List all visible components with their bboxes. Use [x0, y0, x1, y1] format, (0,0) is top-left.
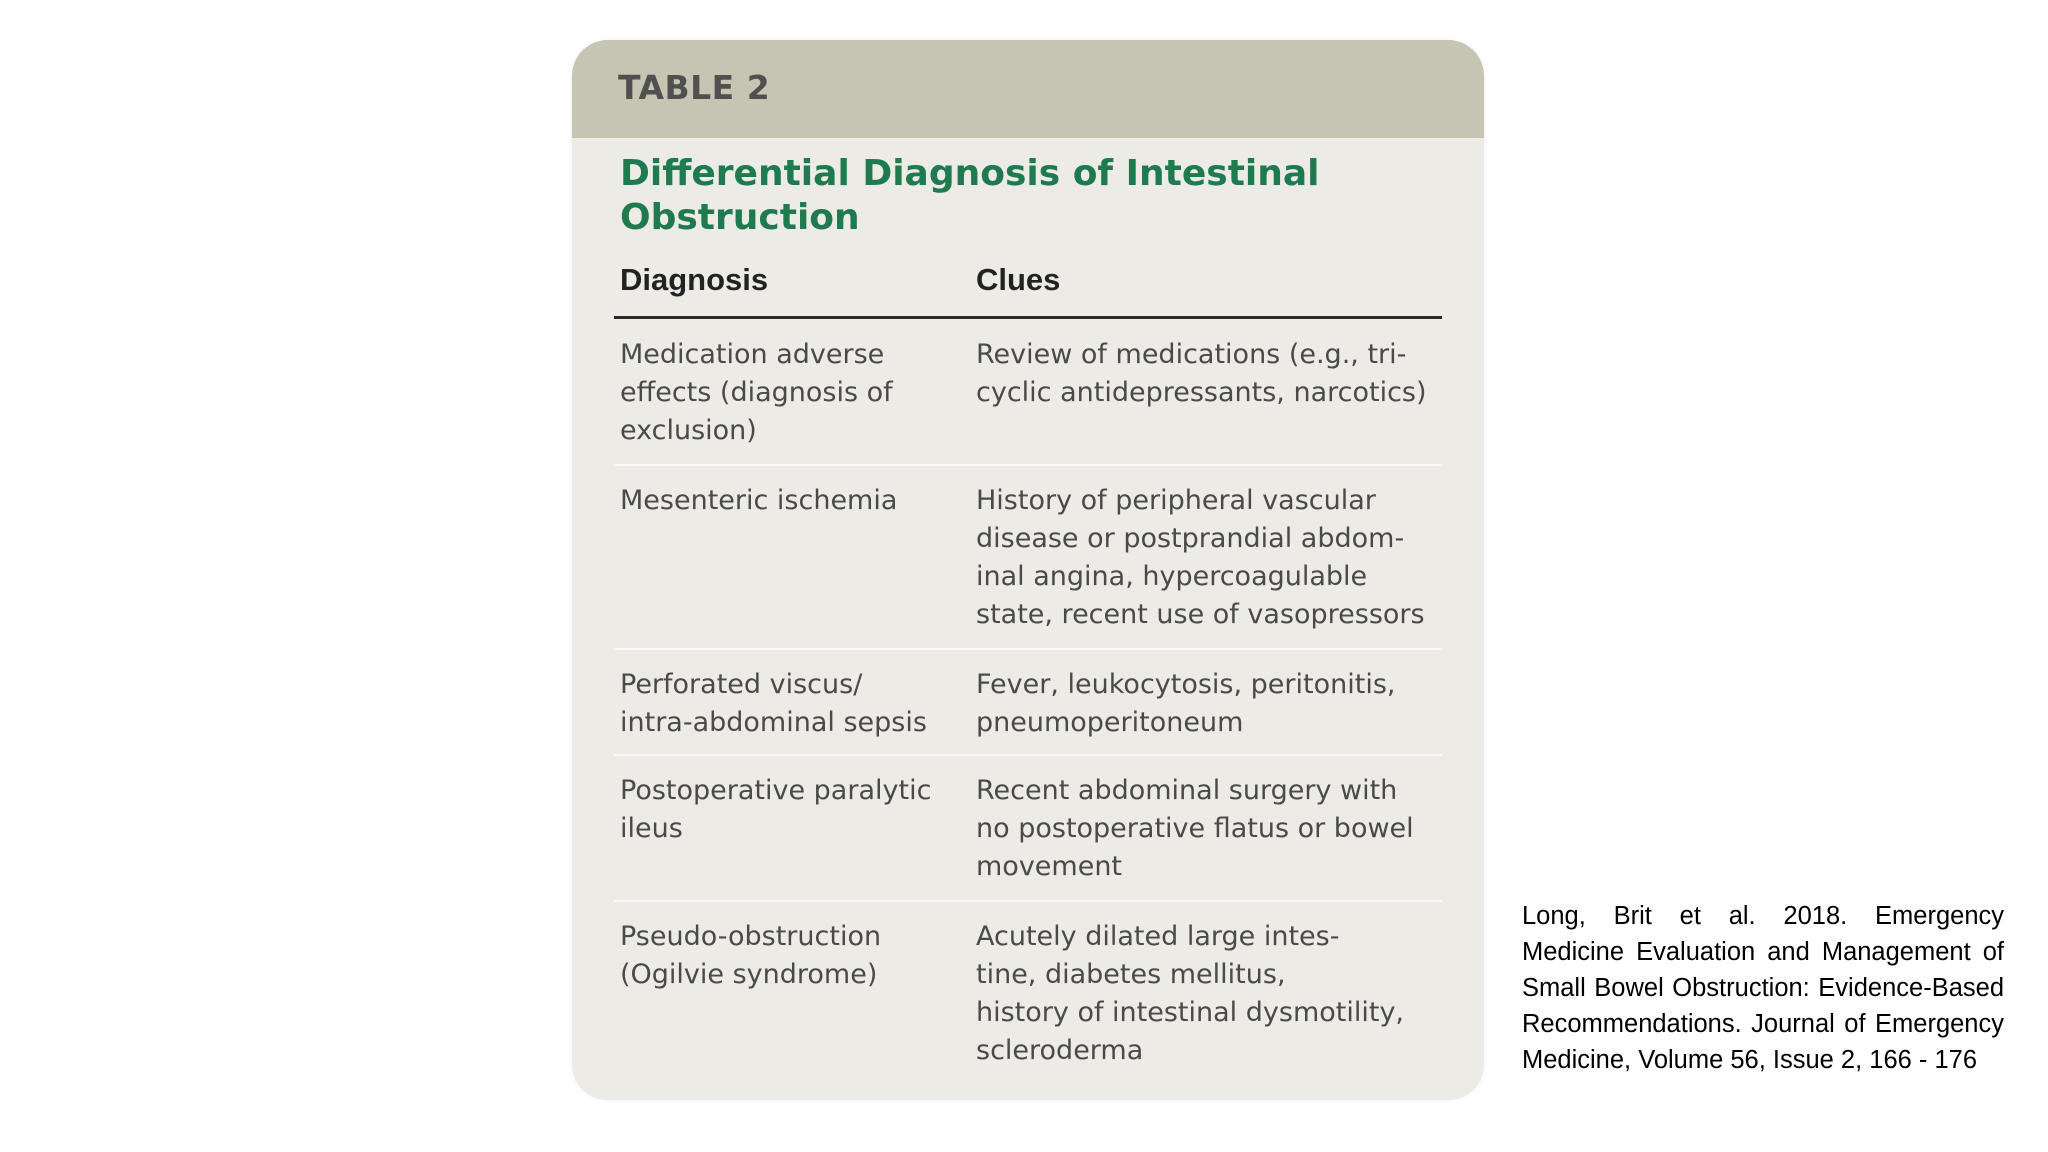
cell-line: scleroderma [976, 1035, 1144, 1066]
table-card [572, 40, 1484, 1100]
cell-line: Mesenteric ischemia [620, 485, 898, 516]
cell-line: Fever, leukocytosis, peritonitis, [976, 669, 1396, 700]
row-divider [614, 648, 1442, 650]
cell-line: ileus [620, 813, 683, 844]
cell-line: tine, diabetes mellitus, [976, 959, 1286, 990]
cell-line: Acutely dilated large intes- [976, 921, 1340, 952]
row-divider [614, 464, 1442, 466]
cell-line: effects (diagnosis of [620, 377, 893, 408]
cell-line: state, recent use of vasopressors [976, 599, 1425, 630]
row-divider [614, 900, 1442, 902]
citation-text: Long, Brit et al. 2018. Emergency Medicine Evaluation and Management of Small Bowel Obstruction: Evidence-Based Recommendations. Journal of Emergency Medicine, Volume 56, Issue 2, 166 - 176 [1522, 902, 2004, 1074]
row-divider [614, 754, 1442, 756]
diagnosis-cell [620, 336, 960, 450]
cell-line: movement [976, 851, 1123, 882]
table-title-line: Differential Diagnosis of Intestinal [620, 153, 1320, 194]
diagnosis-cell [620, 666, 960, 742]
cell-line: exclusion) [620, 415, 757, 446]
clues-cell [976, 336, 1446, 412]
cell-line: Review of medications (e.g., tri- [976, 339, 1407, 370]
column-header-diagnosis: Diagnosis [620, 262, 769, 297]
cell-line: Pseudo-obstruction [620, 921, 882, 952]
cell-line: Medication adverse [620, 339, 885, 370]
cell-line: (Ogilvie syndrome) [620, 959, 878, 990]
column-header-clues: Clues [976, 262, 1061, 297]
diagnosis-cell [620, 482, 960, 520]
cell-line: cyclic antidepressants, narcotics) [976, 377, 1427, 408]
cell-line: Perforated viscus/ [620, 669, 863, 700]
cell-line: History of peripheral vascular [976, 485, 1376, 516]
header-rule [614, 316, 1442, 319]
cell-line: pneumoperitoneum [976, 707, 1244, 738]
cell-line: Recent abdominal surgery with [976, 775, 1398, 806]
clues-cell [976, 666, 1446, 742]
cell-line: disease or postprandial abdom- [976, 523, 1405, 554]
cell-line: intra-abdominal sepsis [620, 707, 927, 738]
cell-line: Postoperative paralytic [620, 775, 932, 806]
table-label: TABLE 2 [618, 68, 771, 107]
clues-cell [976, 918, 1446, 1070]
cell-line: inal angina, hypercoagulable [976, 561, 1368, 592]
diagnosis-cell [620, 772, 960, 848]
table-title [620, 152, 1440, 240]
table-title-line: Obstruction [620, 197, 860, 238]
clues-cell [976, 772, 1446, 886]
clues-cell [976, 482, 1446, 634]
diagnosis-cell [620, 918, 960, 994]
cell-line: history of intestinal dysmotility, [976, 997, 1405, 1028]
cell-line: no postoperative flatus or bowel [976, 813, 1414, 844]
